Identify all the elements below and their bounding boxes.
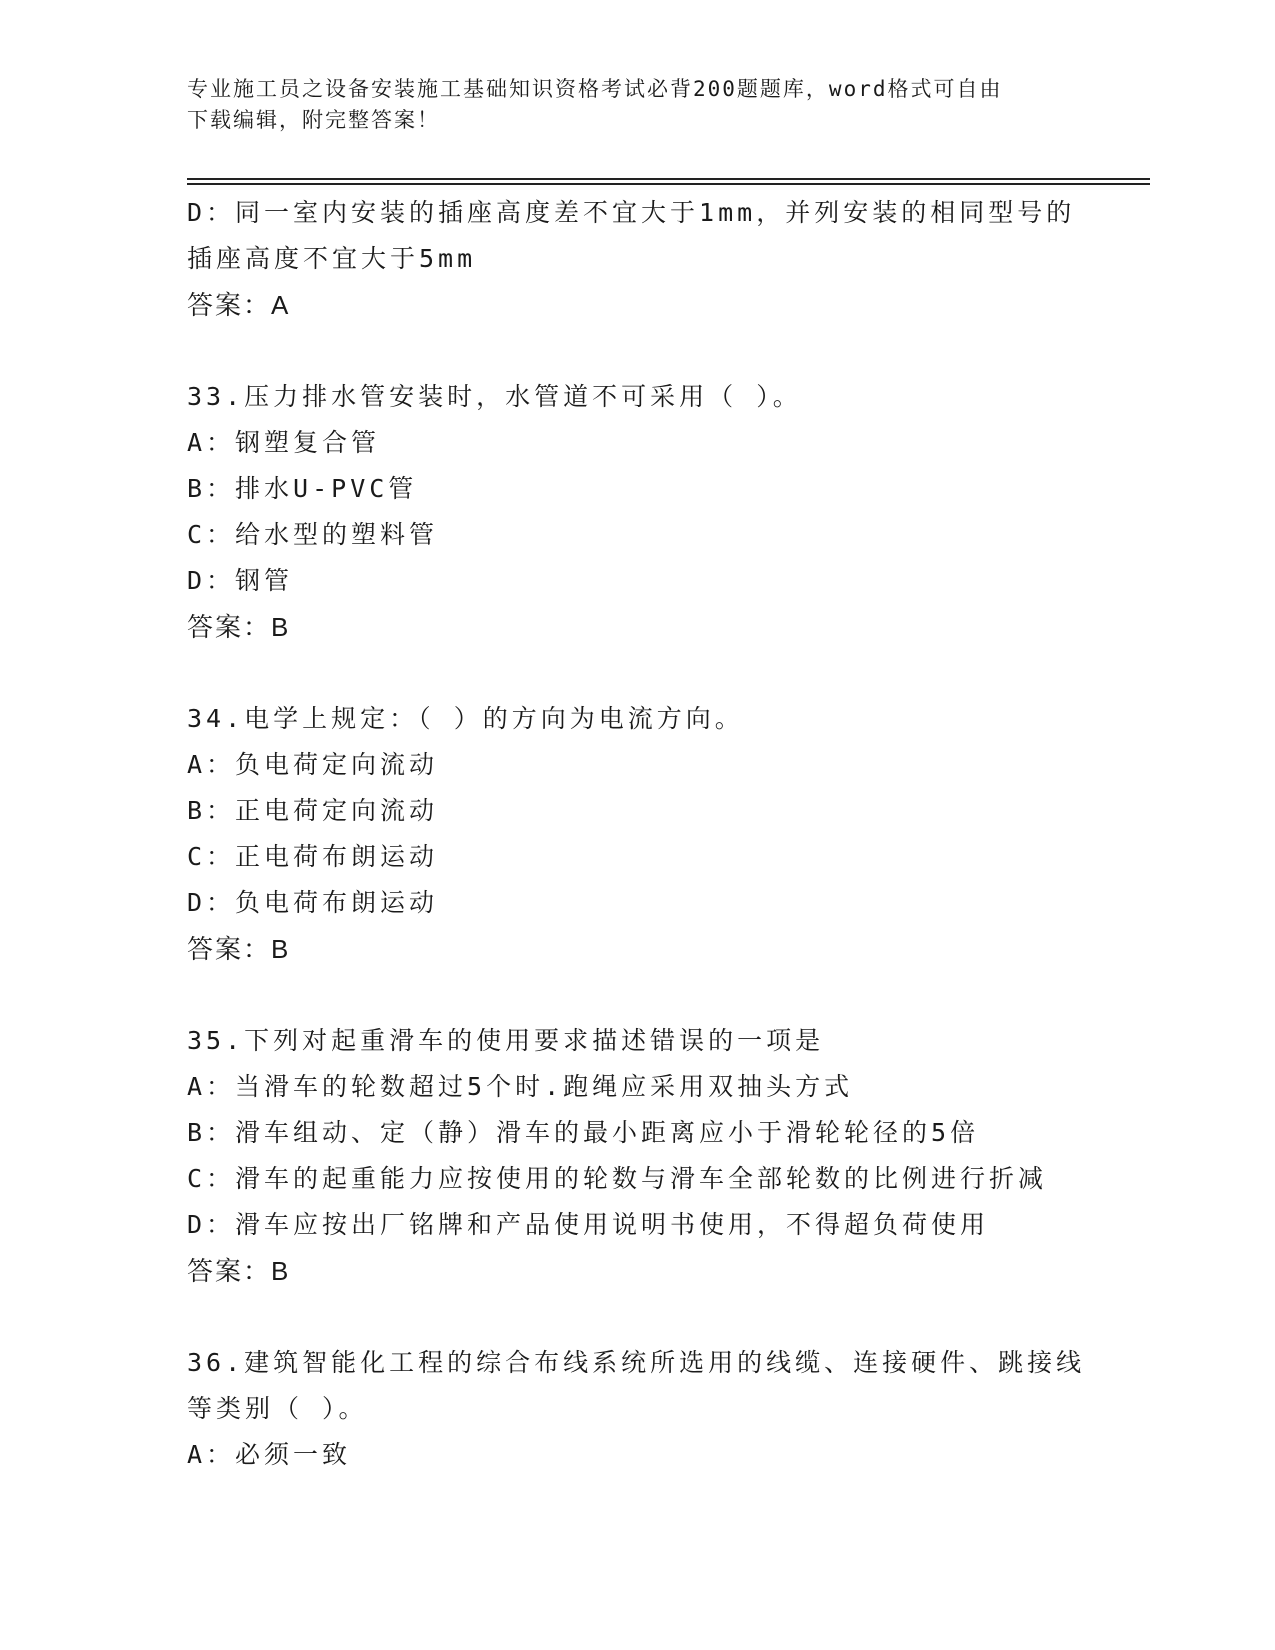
document-header (187, 74, 1087, 136)
header-rule-top (187, 178, 1150, 180)
question-35 (187, 1018, 1087, 1294)
answer-label: 答案：B (187, 934, 291, 964)
option-d-line-2: 插座高度不宜大于5mm (187, 244, 477, 273)
spacer (187, 1294, 1087, 1340)
option-c: C：滑车的起重能力应按使用的轮数与滑车全部轮数的比例进行折减 (187, 1164, 1048, 1193)
option-a: A：必须一致 (187, 1440, 352, 1469)
question-stem: 34.电学上规定：（ ）的方向为电流方向。 (187, 704, 744, 733)
question-33 (187, 374, 1087, 650)
answer-label: 答案：B (187, 612, 291, 642)
spacer (187, 328, 1087, 374)
option-d: D：负电荷布朗运动 (187, 888, 439, 917)
question-34 (187, 696, 1087, 972)
option-c: C：给水型的塑料管 (187, 520, 439, 549)
option-b: B：滑车组动、定（静）滑车的最小距离应小于滑轮轮径的5倍 (187, 1118, 980, 1147)
spacer (187, 972, 1087, 1018)
option-a: A：钢塑复合管 (187, 428, 381, 457)
option-c: C：正电荷布朗运动 (187, 842, 439, 871)
question-36 (187, 1340, 1087, 1478)
header-rule-bottom (187, 183, 1150, 185)
option-d: D：滑车应按出厂铭牌和产品使用说明书使用，不得超负荷使用 (187, 1210, 990, 1239)
option-d-line-1: D：同一室内安装的插座高度差不宜大于1mm，并列安装的相同型号的 (187, 198, 1076, 227)
spacer (187, 650, 1087, 696)
document-body (187, 190, 1087, 1478)
header-line-1: 专业施工员之设备安装施工基础知识资格考试必背200题题库，word格式可自由 (187, 77, 1003, 101)
question-stem: 33.压力排水管安装时，水管道不可采用（ ）。 (187, 382, 802, 411)
answer-label: 答案：A (187, 290, 291, 320)
question-stem: 35.下列对起重滑车的使用要求描述错误的一项是 (187, 1026, 825, 1055)
question-stem-line-1: 36.建筑智能化工程的综合布线系统所选用的线缆、连接硬件、跳接线 (187, 1348, 1086, 1377)
option-d: D：钢管 (187, 566, 294, 595)
option-b: B：正电荷定向流动 (187, 796, 439, 825)
answer-label: 答案：B (187, 1256, 291, 1286)
question-stem-line-2: 等类别（ ）。 (187, 1394, 368, 1423)
header-line-2: 下载编辑，附完整答案！ (187, 108, 440, 132)
option-a: A：当滑车的轮数超过5个时.跑绳应采用双抽头方式 (187, 1072, 854, 1101)
option-a: A：负电荷定向流动 (187, 750, 439, 779)
option-b: B：排水U-PVC管 (187, 474, 418, 503)
question-fragment (187, 190, 1087, 328)
